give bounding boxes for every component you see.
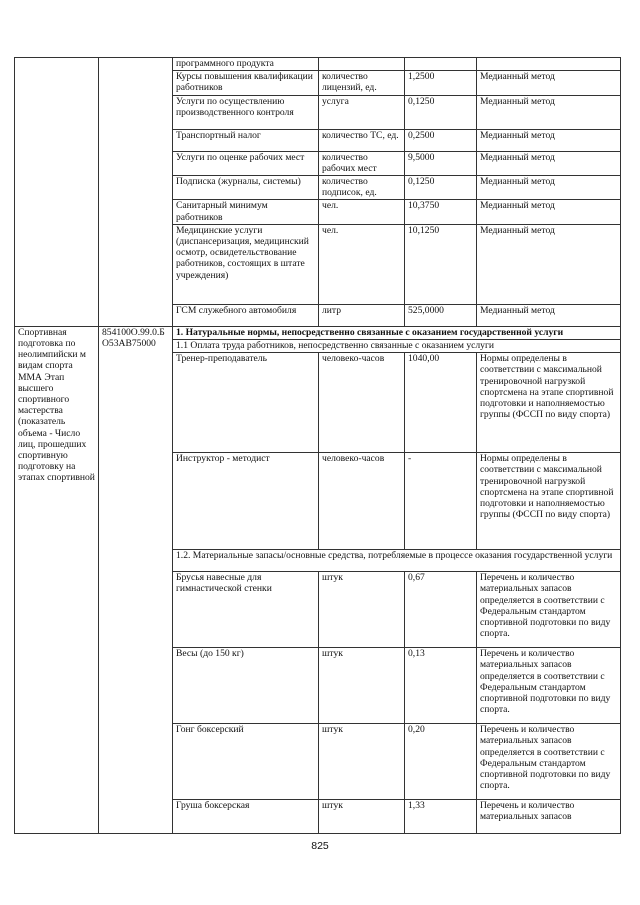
resource-name-cell: Услуги по осуществлению производственного контроля: [173, 95, 319, 129]
service-name-cell: Спортивная подготовка по неолимпийски м видам спорта ММА Этап высшего спортивного мастерства (показатель объема - Число лиц, прошедших спортивную подготовку на этапах спортивной: [15, 326, 99, 833]
value-cell: 0,2500: [405, 129, 477, 151]
method-cell: Медианный метод: [477, 151, 621, 175]
value-cell: 0,67: [405, 572, 477, 648]
table-row: [15, 58, 621, 71]
value-cell: 0,20: [405, 724, 477, 800]
value-cell: -: [405, 453, 477, 550]
resource-name-cell: Курсы повышения квалификации работников: [173, 71, 319, 95]
unit-cell: штук: [319, 648, 405, 724]
method-cell: Медианный метод: [477, 304, 621, 326]
method-cell: Медианный метод: [477, 129, 621, 151]
value-cell: 0,13: [405, 648, 477, 724]
service-code-cell: 854100О.99.0.БО53АВ75000: [99, 326, 173, 833]
unit-cell: штук: [319, 572, 405, 648]
method-cell: Медианный метод: [477, 71, 621, 95]
method-cell: Перечень и количество материальных запасов определяется в соответствии с Федеральным стандартом спортивной подготовки по виду спорта.: [477, 572, 621, 648]
norms-table: [14, 57, 621, 834]
method-cell: Нормы определены в соответствии с максимальной тренировочной нагрузкой спортсмена на этапе спортивной подготовки и наполняемостью группы (ФССП по виду спорта): [477, 353, 621, 453]
subsection-title: 1.2. Материальные запасы/основные средства, потребляемые в процессе оказания государственной услуги: [173, 550, 621, 572]
subsection-title: 1.1 Оплата труда работников, непосредственно связанные с оказанием услуги: [173, 340, 621, 353]
unit-cell: чел.: [319, 200, 405, 224]
unit-cell: количество лицензий, ед.: [319, 71, 405, 95]
resource-name-cell: программного продукта: [173, 58, 319, 71]
unit-cell: человеко-часов: [319, 353, 405, 453]
unit-cell: количество ТС, ед.: [319, 129, 405, 151]
page-number: 825: [311, 840, 329, 852]
resource-name-cell: Услуги по оценке рабочих мест: [173, 151, 319, 175]
service-name-cell-empty: [15, 58, 99, 327]
resource-name-cell: Подписка (журналы, системы): [173, 176, 319, 200]
method-cell: Перечень и количество материальных запасов определяется в соответствии с Федеральным стандартом спортивной подготовки по виду спорта.: [477, 724, 621, 800]
resource-name-cell: Инструктор - методист: [173, 453, 319, 550]
value-cell: 1,2500: [405, 71, 477, 95]
value-cell: [405, 58, 477, 71]
resource-name-cell: ГСМ служебного автомобиля: [173, 304, 319, 326]
value-cell: 0,1250: [405, 176, 477, 200]
section-title: 1. Натуральные нормы, непосредственно связанные с оказанием государственной услуги: [173, 326, 621, 339]
value-cell: 1040,00: [405, 353, 477, 453]
unit-cell: штук: [319, 724, 405, 800]
resource-name-cell: Брусья навесные для гимнастической стенки: [173, 572, 319, 648]
unit-cell: [319, 58, 405, 71]
service-code-cell-empty: [99, 58, 173, 327]
method-cell: Медианный метод: [477, 176, 621, 200]
unit-cell: литр: [319, 304, 405, 326]
unit-cell: услуга: [319, 95, 405, 129]
unit-cell: количество рабочих мест: [319, 151, 405, 175]
value-cell: 1,33: [405, 800, 477, 834]
unit-cell: человеко-часов: [319, 453, 405, 550]
unit-cell: количество подписок, ед.: [319, 176, 405, 200]
method-cell: Нормы определены в соответствии с максимальной тренировочной нагрузкой спортсмена на этапе спортивной подготовки и наполняемостью группы (ФССП по виду спорта): [477, 453, 621, 550]
resource-name-cell: Гонг боксерский: [173, 724, 319, 800]
resource-name-cell: Санитарный минимум работников: [173, 200, 319, 224]
resource-name-cell: Тренер-преподаватель: [173, 353, 319, 453]
method-cell: Медианный метод: [477, 224, 621, 304]
value-cell: 10,3750: [405, 200, 477, 224]
method-cell: Медианный метод: [477, 95, 621, 129]
resource-name-cell: Медицинские услуги (диспансеризация, медицинский осмотр, освидетельствование работников, состоящих в штате учреждения): [173, 224, 319, 304]
resource-name-cell: Весы (до 150 кг): [173, 648, 319, 724]
value-cell: 9,5000: [405, 151, 477, 175]
resource-name-cell: Груша боксерская: [173, 800, 319, 834]
method-cell: Перечень и количество материальных запасов: [477, 800, 621, 834]
value-cell: 525,0000: [405, 304, 477, 326]
value-cell: 0,1250: [405, 95, 477, 129]
resource-name-cell: Транспортный налог: [173, 129, 319, 151]
value-cell: 10,1250: [405, 224, 477, 304]
section-row: [15, 326, 621, 339]
unit-cell: штук: [319, 800, 405, 834]
method-cell: Медианный метод: [477, 200, 621, 224]
unit-cell: чел.: [319, 224, 405, 304]
method-cell: [477, 58, 621, 71]
method-cell: Перечень и количество материальных запасов определяется в соответствии с Федеральным стандартом спортивной подготовки по виду спорта.: [477, 648, 621, 724]
